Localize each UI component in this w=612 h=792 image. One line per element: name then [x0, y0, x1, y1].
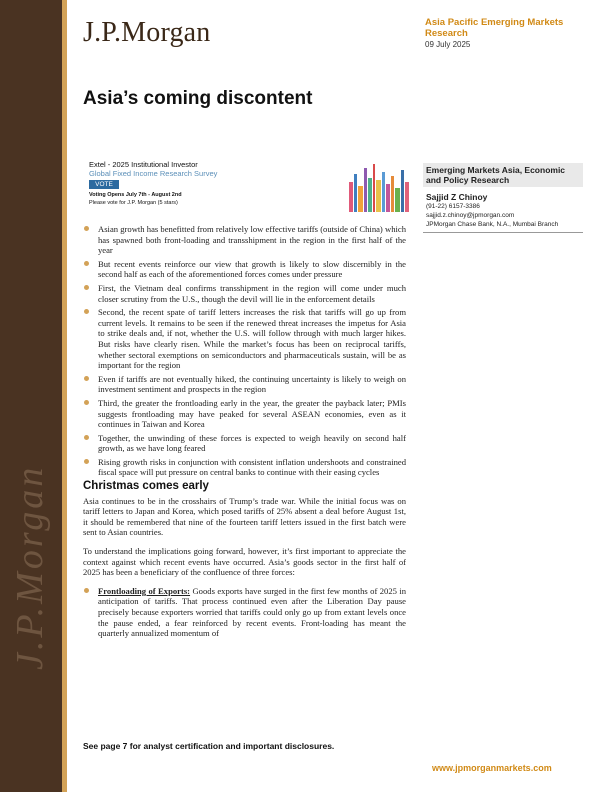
bullet-dot-icon: [84, 285, 89, 290]
bullet-dot-icon: [84, 261, 89, 266]
page-title: Asia’s coming discontent: [83, 88, 313, 109]
analyst-email[interactable]: sajjid.z.chinoy@jpmorgan.com: [426, 212, 515, 219]
jpmorgan-logo: J.P.Morgan: [83, 17, 211, 48]
analyst-name: Sajjid Z Chinoy: [426, 192, 488, 202]
analyst-divider: [423, 232, 583, 233]
bullet-dot-icon: [84, 435, 89, 440]
analyst-branch: JPMorgan Chase Bank, N.A., Mumbai Branch: [426, 221, 559, 228]
bullet-dot-icon: [84, 226, 89, 231]
brand-sidebar: [0, 0, 62, 792]
forces-bullets: [83, 586, 406, 639]
research-team: Emerging Markets Asia, Economic and Policy Research: [423, 163, 583, 187]
vote-dates: Voting Opens July 7th - August 2nd: [89, 192, 182, 198]
vote-banner[interactable]: [83, 160, 413, 214]
vote-survey-title: Extel - 2025 Institutional Investor: [89, 160, 198, 169]
list-item: Third, the greater the frontloading early in the year, the greater the payback later; PMIs suggests frontloading may have peaked for several ASEAN economies, even as it continues in Taiwan and Korea: [83, 398, 406, 430]
body-paragraph: Asia continues to be in the crosshairs of Trump’s trade war. While the initial focus was on tariff letters to Japan and Korea, which posed tariffs of 25% absent a deal before August 1st, it should be remembered that nine of the fourteen tariff letters issued in the first batch were sent to Asian countries.: [83, 495, 406, 538]
region-label: Asia Pacific Emerging Markets Research: [425, 17, 564, 39]
report-date: 09 July 2025: [425, 40, 471, 49]
body-paragraph: To understand the implications going forward, however, it’s first important to appreciate the context against which recent events have occurred. Asia’s goods sector in the first half of 2025 has been a beneficiary of the confluence of three forces:: [83, 546, 406, 578]
footer-link[interactable]: www.jpmorganmarkets.com: [432, 763, 552, 773]
section-heading: Christmas comes early: [83, 480, 209, 493]
list-item: [83, 586, 406, 639]
vote-survey-subtitle: Global Fixed Income Research Survey: [89, 169, 218, 178]
vote-button[interactable]: VOTE: [89, 180, 119, 189]
list-item: But recent events reinforce our view that growth is likely to slow discernibly in the second half as each of the aforementioned forces comes under pressure: [83, 259, 406, 280]
analyst-info: [423, 163, 583, 233]
bullet-dot-icon: [84, 459, 89, 464]
bullet-text: Goods exports have surged in the first few months of 2025 in anticipation of tariffs. That process continued even after the Liberation Day pause precisely because exporters worried that tariffs could only go up from extant levels once the pause ended, a fear reinforced by recent events. Front-loading has meant the quarterly annualized momentum of: [98, 585, 407, 639]
bullet-lead: Frontloading of Exports:: [98, 585, 191, 596]
disclosure-note: See page 7 for analyst certification and important disclosures.: [83, 741, 335, 751]
bullet-dot-icon: [84, 309, 89, 314]
bullet-dot-icon: [84, 376, 89, 381]
list-item: Second, the recent spate of tariff letters increases the risk that tariffs will go up from current levels. It remains to be seen if the renewed threat increases the impetus for Asia to strike deals and, if not, whether the U.S. will follow through with much larger hikes. But risks have clearly risen. While the market’s focus has been on reciprocal tariffs, whether sectoral exemptions on semiconductors and pharmaceuticals sustain, will be as important for the region: [83, 307, 406, 371]
vote-request: Please vote for J.P. Morgan (5 stars): [89, 200, 178, 206]
analyst-phone: (91-22) 6157-3386: [426, 203, 480, 210]
brand-stripe: [62, 0, 67, 792]
report-body: [83, 224, 406, 642]
list-item: Rising growth risks in conjunction with consistent inflation undershoots and constrained fiscal space will put pressure on central banks to continue with their easing cycles: [83, 457, 406, 478]
report-header: [425, 17, 605, 49]
bullet-dot-icon: [84, 400, 89, 405]
summary-bullets: [83, 224, 406, 478]
bullet-dot-icon: [84, 588, 89, 593]
city-skyline-graphic: [347, 160, 411, 212]
list-item: First, the Vietnam deal confirms transshipment in the region will come under much closer scrutiny from the U.S., though the devil will lie in the enforcement details: [83, 283, 406, 304]
list-item: Together, the unwinding of these forces is expected to weigh heavily on second half growth, as we have long feared: [83, 433, 406, 454]
sidebar-watermark-logo: J.P.Morgan: [9, 464, 51, 670]
list-item: Even if tariffs are not eventually hiked, the continuing uncertainty is likely to weigh on investment sentiment and prospects in the region: [83, 374, 406, 395]
list-item: Asian growth has benefitted from relatively low effective tariffs (outside of China) which has spawned both front-loading and transshipment in the region in the first half of the year: [83, 224, 406, 256]
